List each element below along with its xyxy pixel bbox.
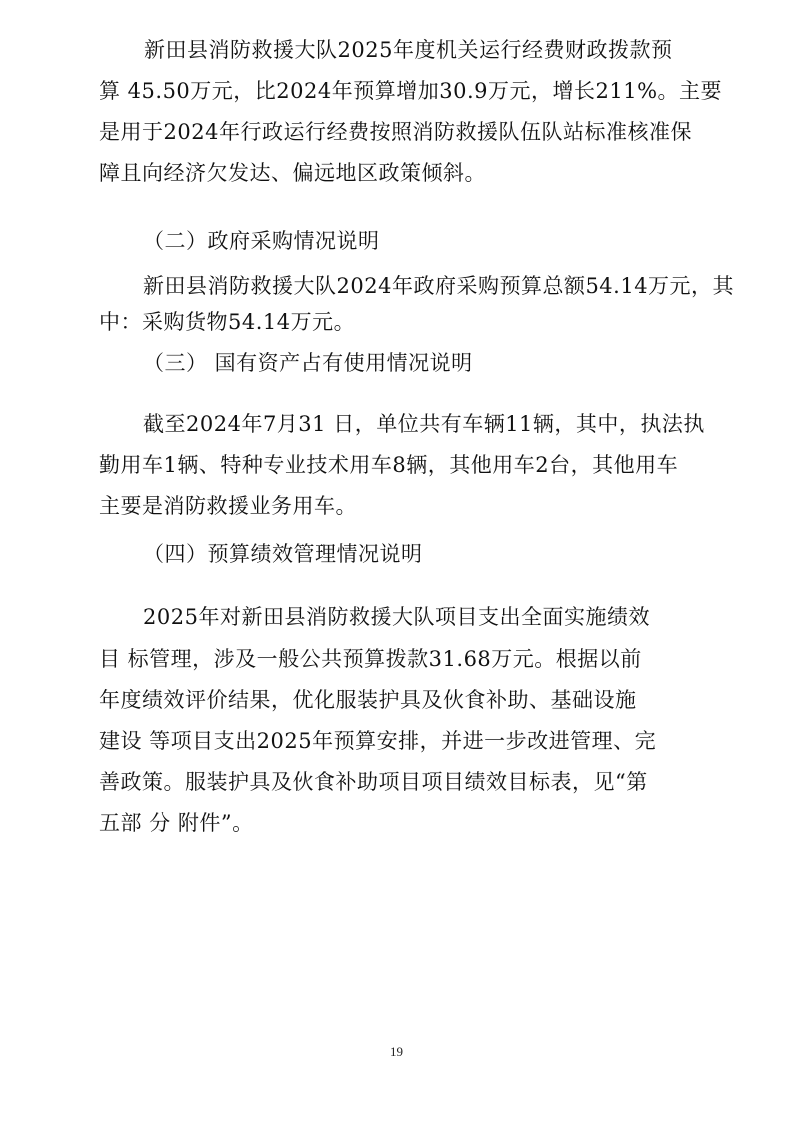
paragraph-line: 善政策。服装护具及伙食补助项目项目绩效目标表，见“第 — [99, 770, 648, 794]
section-heading: （四）预算绩效管理情况说明 — [143, 542, 423, 566]
paragraph-line: 五部 分 附件”。 — [99, 811, 254, 835]
paragraph-line: 新田县消防救援大队2024年政府采购预算总额54.14万元，其 — [143, 274, 735, 298]
section-heading: （二）政府采购情况说明 — [143, 229, 380, 253]
paragraph-line: 算 45.50万元，比2024年预算增加30.9万元，增长211%。主要 — [99, 79, 723, 103]
paragraph-line: 障且向经济欠发达、偏远地区政策倾斜。 — [99, 161, 486, 185]
paragraph-line: 中：采购货物54.14万元。 — [99, 310, 356, 334]
paragraph-line: 是用于2024年行政运行经费按照消防救援队伍队站标准核准保 — [99, 120, 692, 144]
paragraph-line: 主要是消防救援业务用车。 — [99, 494, 357, 518]
paragraph-line: 新田县消防救援大队2025年度机关运行经费财政拨款预 — [144, 38, 673, 62]
page-number: 19 — [390, 1044, 403, 1059]
section-heading: （三） 国有资产占有使用情况说明 — [143, 351, 473, 375]
paragraph-line: 2025年对新田县消防救援大队项目支出全面实施绩效 — [143, 605, 650, 629]
paragraph-line: 年度绩效评价结果，优化服装护具及伙食补助、基础设施 — [99, 688, 637, 712]
paragraph-line: 目 标管理，涉及一般公共预算拨款31.68万元。根据以前 — [99, 647, 642, 671]
paragraph-line: 截至2024年7月31 日，单位共有车辆11辆，其中，执法执 — [143, 412, 705, 436]
paragraph-line: 建设 等项目支出2025年预算安排，并进一步改进管理、完 — [99, 729, 657, 753]
paragraph-line: 勤用车1辆、特种专业技术用车8辆，其他用车2台，其他用车 — [99, 453, 679, 477]
